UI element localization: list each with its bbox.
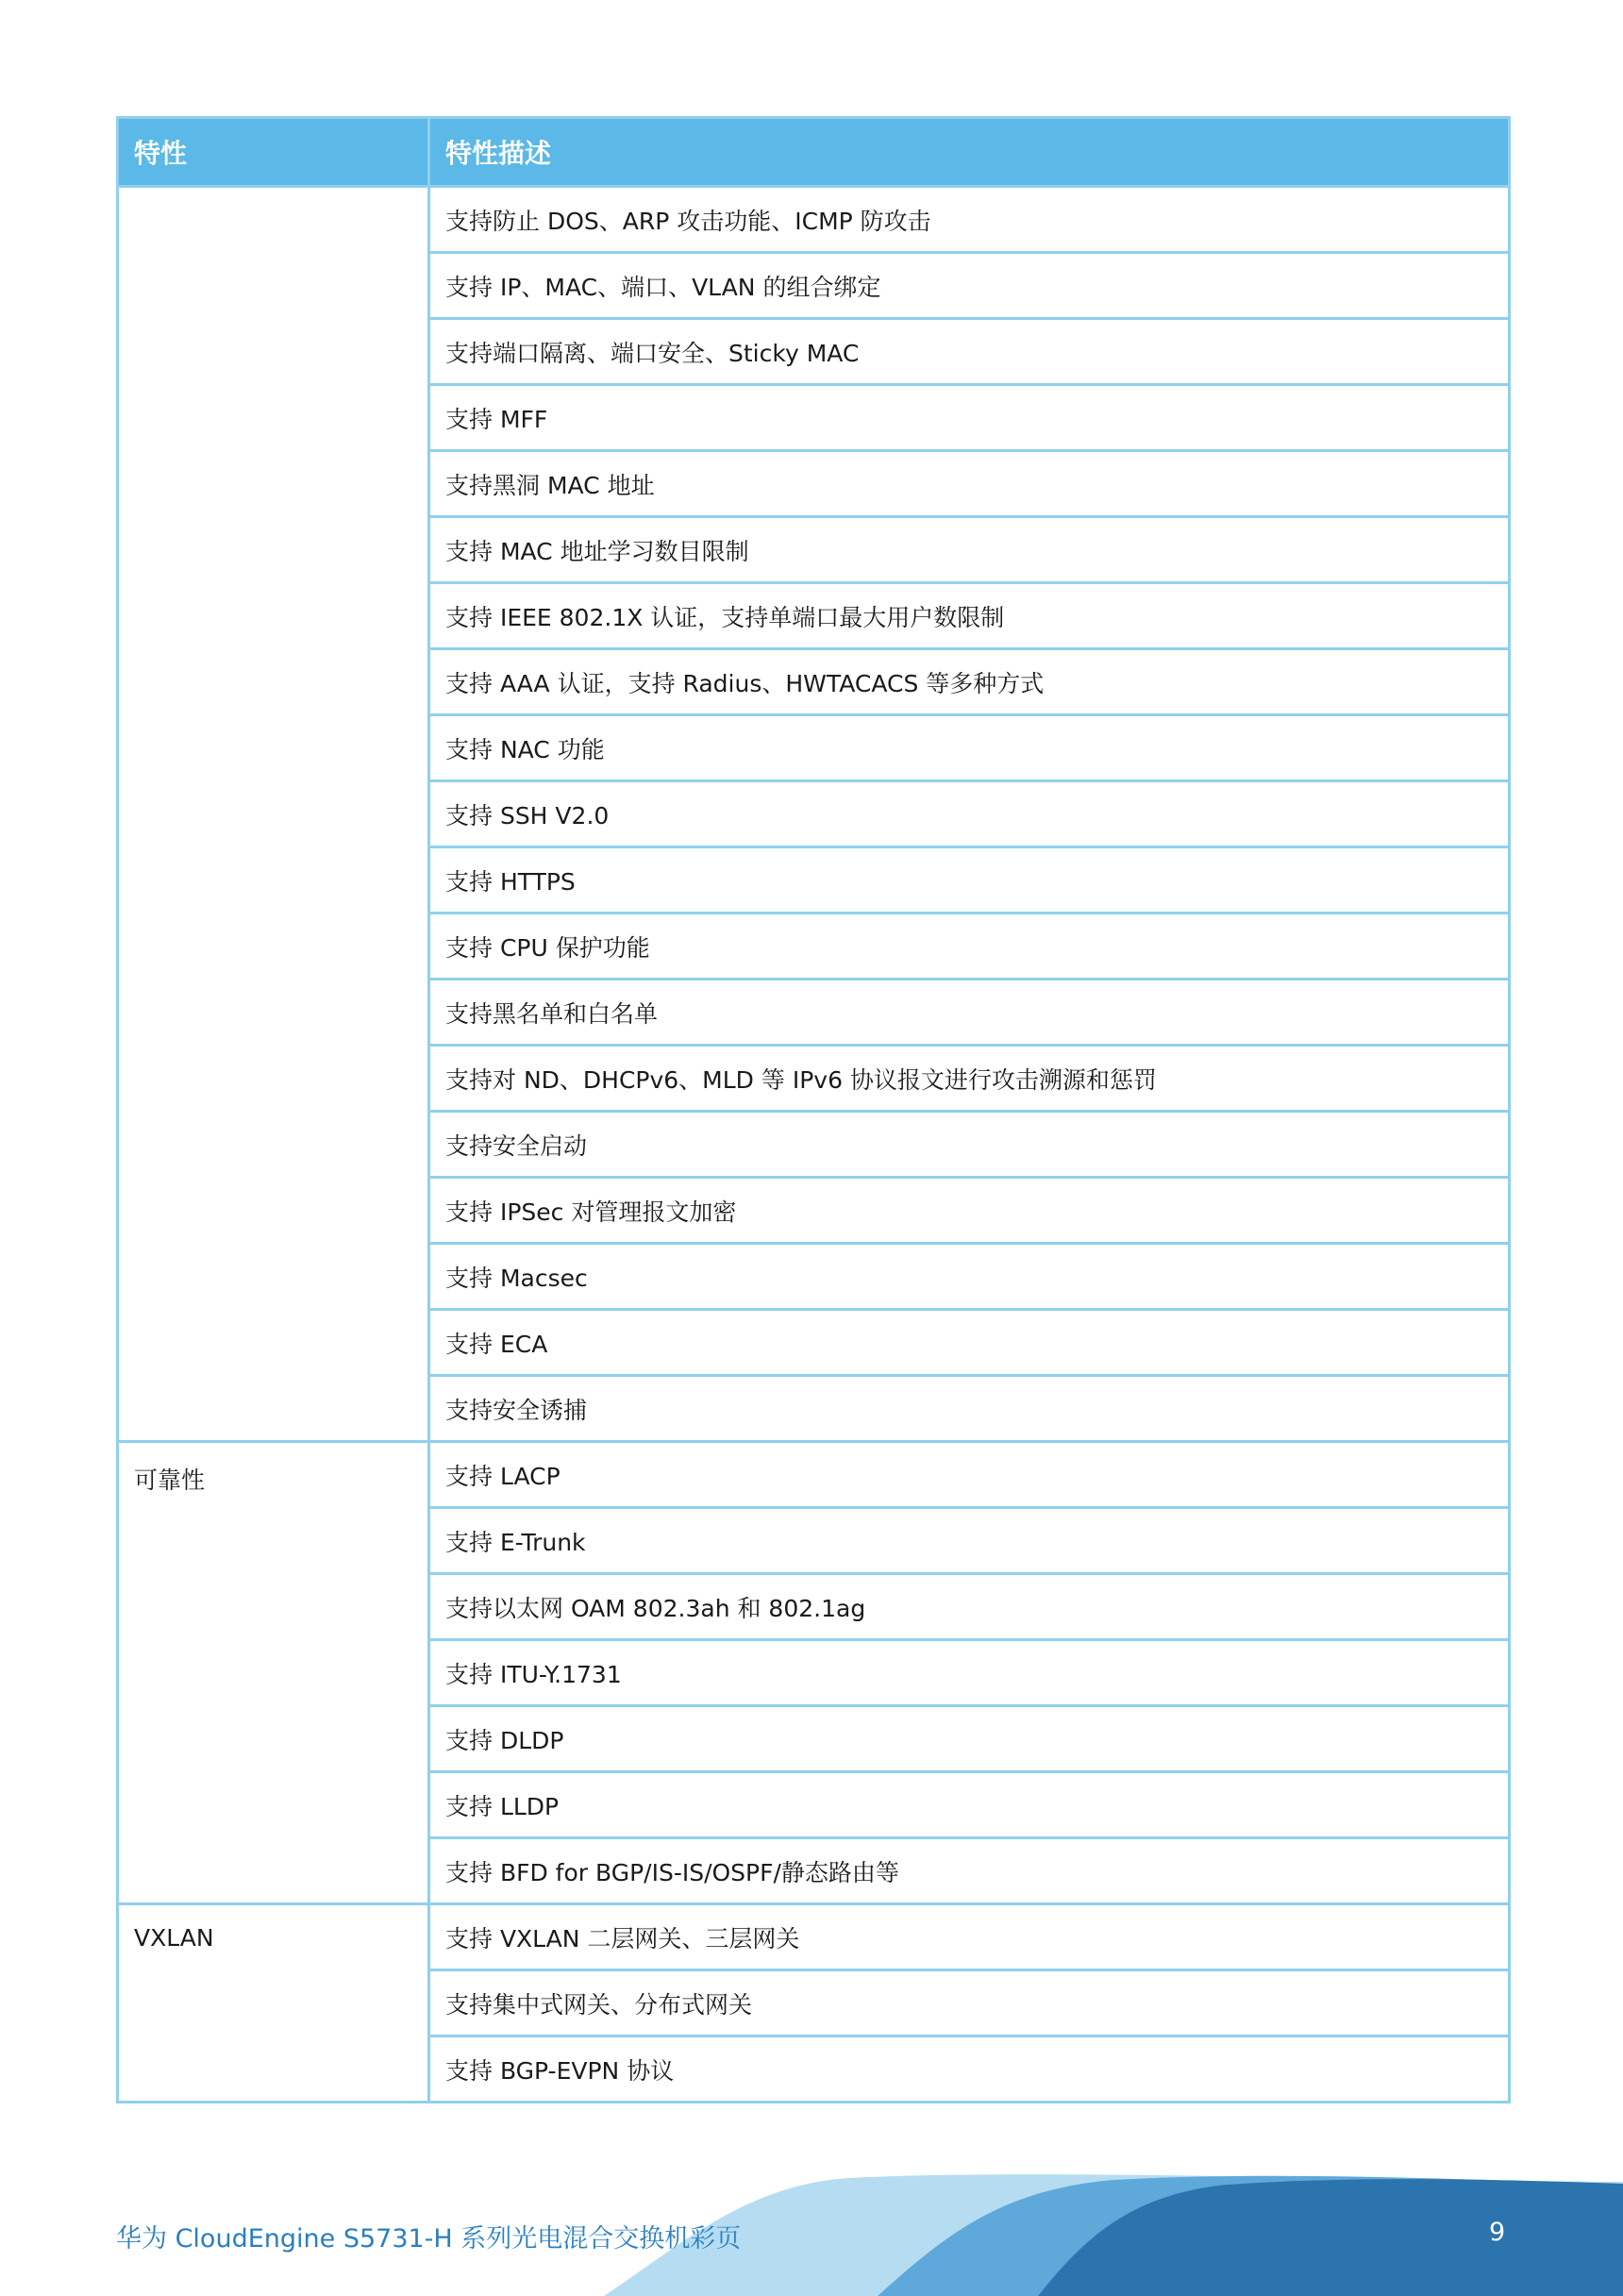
description-cell: 支持 LLDP (429, 1772, 1510, 1838)
spec-table (116, 116, 1511, 2103)
description-cell: 支持 BFD for BGP/IS-IS/OSPF/静态路由等 (429, 1838, 1510, 1904)
table-body (118, 187, 1510, 2103)
table-header-row (118, 118, 1510, 187)
description-cell: 支持安全启动 (429, 1112, 1510, 1178)
description-cell: 支持安全诱捕 (429, 1376, 1510, 1442)
description-cell: 支持 CPU 保护功能 (429, 913, 1510, 980)
description-cell: 支持 ECA (429, 1310, 1510, 1376)
description-cell: 支持黑洞 MAC 地址 (429, 451, 1510, 517)
description-cell: 支持 SSH V2.0 (429, 781, 1510, 847)
description-cell: 支持 NAC 功能 (429, 715, 1510, 781)
description-cell: 支持 BGP-EVPN 协议 (429, 2036, 1510, 2103)
description-cell: 支持对 ND、DHCPv6、MLD 等 IPv6 协议报文进行攻击溯源和惩罚 (429, 1046, 1510, 1112)
description-cell: 支持集中式网关、分布式网关 (429, 1970, 1510, 2036)
footer-title: 华为 CloudEngine S5731-H 系列光电混合交换机彩页 (116, 2224, 742, 2254)
description-cell: 支持 IEEE 802.1X 认证，支持单端口最大用户数限制 (429, 583, 1510, 649)
page-number: 9 (1489, 2218, 1506, 2247)
description-cell: 支持黑名单和白名单 (429, 980, 1510, 1046)
description-cell: 支持防止 DOS、ARP 攻击功能、ICMP 防攻击 (429, 187, 1510, 253)
feature-cell (118, 187, 429, 1442)
description-cell: 支持 VXLAN 二层网关、三层网关 (429, 1904, 1510, 1970)
description-cell: 支持 LACP (429, 1442, 1510, 1508)
feature-cell: 可靠性 (118, 1442, 429, 1904)
header-description: 特性描述 (429, 118, 1510, 187)
description-cell: 支持 DLDP (429, 1706, 1510, 1772)
description-cell: 支持 IP、MAC、端口、VLAN 的组合绑定 (429, 253, 1510, 319)
description-cell: 支持 AAA 认证，支持 Radius、HWTACACS 等多种方式 (429, 649, 1510, 715)
description-cell: 支持 MAC 地址学习数目限制 (429, 517, 1510, 583)
description-cell: 支持以太网 OAM 802.3ah 和 802.1ag (429, 1574, 1510, 1640)
description-cell: 支持 Macsec (429, 1244, 1510, 1310)
table-row (118, 187, 1510, 253)
description-cell: 支持端口隔离、端口安全、Sticky MAC (429, 319, 1510, 385)
description-cell: 支持 IPSec 对管理报文加密 (429, 1178, 1510, 1244)
table-row (118, 1442, 1510, 1508)
description-cell: 支持 MFF (429, 385, 1510, 451)
table-row (118, 1904, 1510, 1970)
description-cell: 支持 E-Trunk (429, 1508, 1510, 1574)
header-feature: 特性 (118, 118, 429, 187)
description-cell: 支持 ITU-Y.1731 (429, 1640, 1510, 1706)
feature-cell: VXLAN (118, 1904, 429, 2103)
description-cell: 支持 HTTPS (429, 847, 1510, 913)
